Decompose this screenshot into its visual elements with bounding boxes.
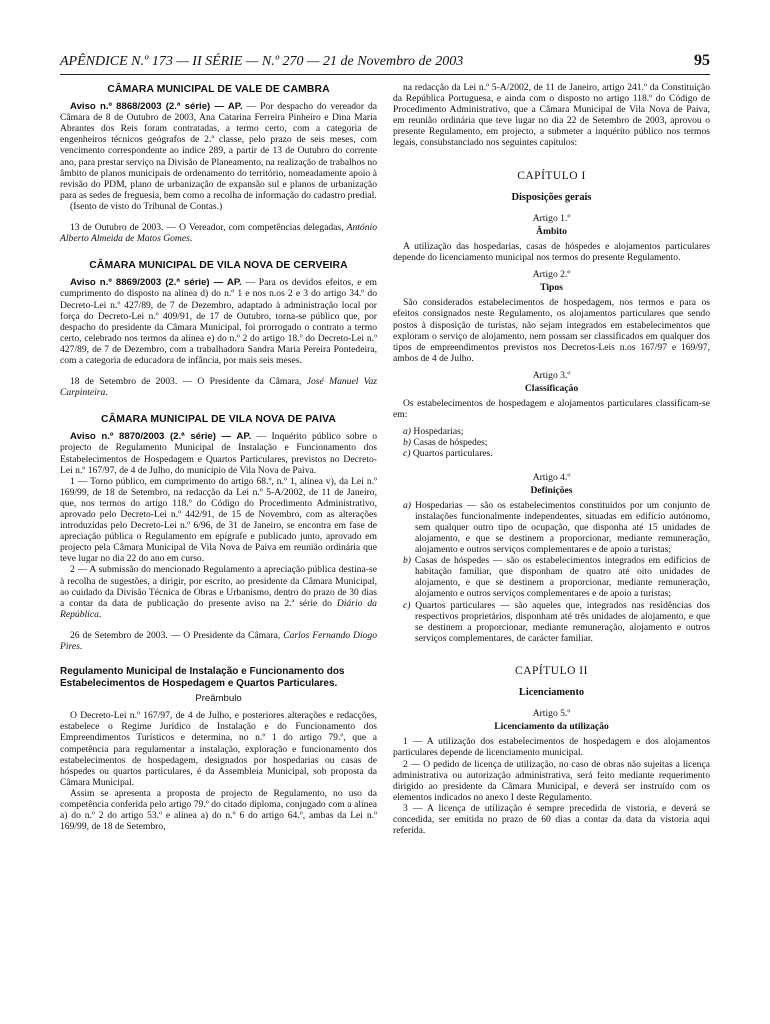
signature-line: 18 de Setembro de 2003. — O Presidente da Câmara, José Manuel Vaz Carpinteira.: [60, 376, 377, 399]
item-text: Quartos particulares.: [412, 448, 493, 460]
chapter-1-heading: CAPÍTULO I: [517, 169, 586, 182]
article-5-paragraph-2: 2 — O pedido de licença de utilização, no caso de obras não sujeitas a licença administrativa ou autorização administrativa, será feito mediante requerimento dirigido ao presidente da Câmara Municipal, e deverá ser instruído com os elementos indicados no anexo I deste Regulamento.: [393, 758, 710, 803]
item-text: Hospedarias;: [413, 426, 464, 438]
chapter-2-name: Licenciamento: [518, 687, 585, 699]
article-3-body: Os estabelecimentos de hospedagem e alojamentos particulares classificam-se em:: [393, 398, 710, 421]
item-text: Quartos particulares — são aqueles que, integrados nas residências dos respectivos proprietários, disponham até três unidades de alojamento, e que se destinem a proporcionar, mediante remuneração, alojamento e outros serviços complementares, de carácter familiar.: [415, 599, 710, 644]
article-3-list: [393, 426, 710, 459]
item-letter: c): [403, 599, 411, 611]
signature-line: 26 de Setembro de 2003. — O Presidente da Câmara, Carlos Fernando Diogo Pires.: [60, 629, 378, 653]
article-2-heading: Artigo 2.º: [532, 269, 571, 281]
aviso-number: Aviso n.º 8869/2003 (2.ª série) — AP.: [70, 277, 242, 289]
preamble-heading: Preâmbulo: [195, 693, 242, 705]
article-1-heading: Artigo 1.º: [532, 212, 571, 224]
aviso-8868: [60, 101, 377, 201]
paragraph-1: 1 — Torno público, em cumprimento do artigo 68.º, n.º 1, alínea v), da Lei n.º 169/99, de 18 de Setembro, na redacção da Lei n.º 5-A/2002, de 11 de Janeiro, que, nos termos do artigo 118.º do Código do Procedimento Administrativo, aprovado pelo Decreto-Lei n.º 442/91, de 15 de Novembro, com as alterações introduzidas pelo Decreto-Lei n.º 6/96, de 31 de Janeiro, se encontra em fase de apreciação pública o Regulamento em epígrafe e publicado junto, aprovado em projecto pela Câmara Municipal de Vila Nova de Paiva em reunião ordinária que teve lugar no dia 22 do ano em curso.: [60, 475, 377, 565]
aviso-number: Aviso n.º 8868/2003 (2.ª série) — AP.: [70, 101, 243, 113]
list-item: [393, 437, 710, 448]
article-2-title: Tipos: [540, 282, 563, 294]
signature-line: 13 de Outubro de 2003. — O Vereador, com competências delegadas, António Alberto Almeida de Matos Gomes.: [60, 222, 377, 245]
list-item: [393, 500, 710, 555]
item-text: Hospedarias — são os estabelecimentos constituídos por um conjunto de instalações funcionalmente independentes, situadas em edifício autónomo, sem qualquer outro tipo de ocupação, que disponha até 15 unidades de alojamento, e que se destinem a proporcionar, mediante remuneração, alojamento e outros serviços complementares e de apoio a turistas;: [415, 499, 710, 556]
section-title-vila-nova-de-cerveira: CÂMARA MUNICIPAL DE VILA NOVA DE CERVEIRA: [89, 260, 348, 272]
page-header: [60, 52, 710, 75]
signer-name: Carlos Fernando Diogo Pires: [60, 629, 378, 653]
article-1-title: Âmbito: [536, 225, 567, 237]
article-4-heading: Artigo 4.º: [532, 471, 571, 483]
aviso-8870: [60, 431, 377, 475]
article-5-paragraph-3: 3 — A licença de utilização é sempre precedida de vistoria, e deverá se concedida, ser emitida no prazo de 60 dias a contar da data da vistoria aqui referida.: [393, 802, 710, 837]
item-text: Casas de hóspedes;: [413, 437, 488, 449]
article-3-title: Classificação: [524, 382, 579, 394]
chapter-2-heading: CAPÍTULO II: [515, 664, 588, 677]
signature-date: 18 de Setembro de 2003. — O Presidente da Câmara,: [70, 376, 307, 388]
aviso-note: (Isento de visto do Tribunal de Contas.): [70, 200, 223, 212]
preamble-paragraph-2: Assim se apresenta a proposta de projecto de Regulamento, no uso da competência conferida pelo artigo 79.º do citado diploma, conjugado com a alínea a) do n.º 2 do artigo 53.º e alínea a) do n.º 6 do artigo 64.º, ambas da Lei n.º 169/99, de 18 de Setembro,: [60, 787, 377, 833]
paragraph-2-text: 2 — A submissão do mencionado Regulamento a apreciação pública destina-se à recolha de sugestões, a dirigir, por escrito, ao presidente da Câmara Municipal, ao cuidado da Divisão Técnica de Obras e Urbanismo, dentro do prazo de 30 dias a contar da data de publicação do presente aviso na 2.ª série do: [60, 564, 377, 609]
left-column: [60, 82, 377, 832]
aviso-number: Aviso n.º 8870/2003 (2.ª série) — AP.: [70, 431, 252, 443]
item-letter: b): [403, 555, 411, 567]
page-number: 95: [694, 52, 710, 69]
signer-name: José Manuel Vaz Carpinteira: [60, 376, 377, 399]
article-3-heading: Artigo 3.º: [532, 369, 571, 381]
regulation-title: Regulamento Municipal de Instalação e Funcionamento dos Estabelecimentos de Hospedagem e Quartos Particulares.: [60, 666, 345, 689]
article-5-paragraph-1: 1 — A utilização dos estabelecimentos de hospedagem e dos alojamentos particulares depende de licenciamento municipal.: [393, 736, 710, 759]
paragraph-2: 2 — A submissão do mencionado Regulamento a apreciação pública destina-se à recolha de sugestões, a dirigir, por escrito, ao presidente da Câmara Municipal, ao cuidado da Divisão Técnica de Obras e Urbanismo, dentro do prazo de 30 dias a contar da data de publicação do presente aviso na 2.ª série do Diário da República.: [60, 564, 377, 620]
item-letter: c): [403, 448, 411, 460]
list-item: [393, 426, 710, 437]
list-item: [393, 448, 710, 459]
signature-date: 13 de Outubro de 2003. — O Vereador, com competências delegadas,: [70, 222, 347, 234]
list-item: [393, 555, 710, 599]
article-5-title: Licenciamento da utilização: [494, 721, 609, 733]
aviso-body: — Inquérito público sobre o projecto de Regulamento Municipal de Instalação e Funcionamento dos Estabelecimentos de Hospedagem e Quartos Particulares, previstos no Decreto-Lei n.º 167/97, de 4 de Julho, do município de Vila Nova de Paiva.: [60, 431, 378, 476]
item-letter: b): [403, 437, 411, 449]
preamble-paragraph-1: O Decreto-Lei n.º 167/97, de 4 de Julho, e posteriores alterações e redacções, estabelece o Regime Jurídico de Instalação e do Funcionamento dos Empreendimentos Turísticos e determina, no n.º 1 do artigo 79.º, que a competência para regulamentar a instalação, exploração e funcionamento dos estabelecimentos de hospedagem, designados por hospedarias ou casas de hóspedes ou quartos particulares, é da Assembleia Municipal, sob proposta da Câmara Municipal.: [60, 710, 377, 788]
section-title-vale-de-cambra: CÂMARA MUNICIPAL DE VALE DE CAMBRA: [107, 84, 330, 95]
item-text: Casas de hóspedes — são os estabelecimentos integrados em edifícios de habitação familiar, que disponham de quatro até oito unidades de alojamento, e que se destinem a proporcionar, mediante remuneração, alojamento e outros serviços complementares e de apoio a turistas;: [414, 555, 710, 600]
journal-name: Diário da República: [60, 597, 377, 620]
article-2-body: São considerados estabelecimentos de hospedagem, nos termos e para os efeitos consignados neste Regulamento, os alojamentos particulares que sendo postos à disposição de turistas, não sejam integrados em estabelecimentos que exploram o serviço de alojamento, nem possam ser classificados em qualquer dos tipos de empreendimentos previstos nos Decretos-Leis n.os 167/97 e 169/97, ambos de 4 de Julho.: [393, 297, 710, 364]
article-5-heading: Artigo 5.º: [532, 708, 571, 720]
section-title-vila-nova-de-paiva: CÂMARA MUNICIPAL DE VILA NOVA DE PAIVA: [101, 414, 336, 426]
chapter-1-name: Disposições gerais: [511, 191, 592, 203]
article-4-title: Definições: [530, 484, 573, 496]
aviso-body: — Por despacho do vereador da Câmara de 8 de Outubro de 2003, Ana Catarina Ferreira Pinheiro e Dina Maria Abrantes dos Reis foram contratadas, a termo certo, com a categoria de engenheiros técnicos geógrafos de 2.ª classe, pelo prazo de seis meses, com vencimento correspondente ao índice 289, a partir de 13 de Outubro do corrente ano, para prestar serviço na Divisão de Planeamento, na realização de trabalhos no âmbito de planos municipais de ordenamento do território, nomeadamente apoio à revisão do PDM, plano de urbanização de expansão sul e planos de urbanização para as sedes de freguesia, bem como a recolha de informação do cadastro predial.: [60, 101, 377, 201]
aviso-body: — Para os devidos efeitos, e em cumprimento do disposto na alínea d) do n.º 1 e nos n.os 2 e 3 do artigo 34.º do Decreto-Lei n.º 427/89, de 7 de Dezembro, adaptado à administração local por força do Decreto-Lei n.º 409/91, de 17 de Outubro, torna-se público que, por despacho do presidente da Câmara Municipal, foi prorrogado o contrato a termo certo, celebrado nos termos da alínea e) do n.º 2 do artigo 18.º do Decreto-Lei n.º 427/89, de 7 de Dezembro, com a trabalhadora Sandra Maria Pereira Pontedeira, com a categoria de educadora de infância, por mais seis meses.: [60, 277, 377, 366]
continued-paragraph: na redacção da Lei n.º 5-A/2002, de 11 de Janeiro, artigo 241.º da Constituição da República Portuguesa, e ainda com o disposto no artigo 118.º do Código de Procedimento Administrativo, que a Câmara Municipal de Vila Nova de Paiva, em reunião ordinária que teve lugar no dia 22 de Setembro de 2003, aprovou o presente Regulamento, em projecto, a submeter a inquérito público nos termos legais, consubstanciado nos seguintes capítulos:: [393, 82, 710, 149]
running-title: APÊNDICE N.º 173 — II SÉRIE — N.º 270 — 21 de Novembro de 2003: [60, 54, 464, 69]
list-item: [393, 600, 710, 644]
item-letter: a): [403, 426, 411, 438]
signature-date: 26 de Setembro de 2003. — O Presidente da Câmara,: [70, 629, 284, 641]
item-letter: a): [403, 499, 411, 511]
right-column: [393, 82, 710, 836]
signer-name: António Alberto Almeida de Matos Gomes: [60, 222, 377, 245]
article-1-body: A utilização das hospedarias, casas de hóspedes e alojamentos particulares depende do licenciamento municipal nos termos do presente Regulamento.: [393, 240, 710, 264]
aviso-8869: [60, 277, 377, 366]
